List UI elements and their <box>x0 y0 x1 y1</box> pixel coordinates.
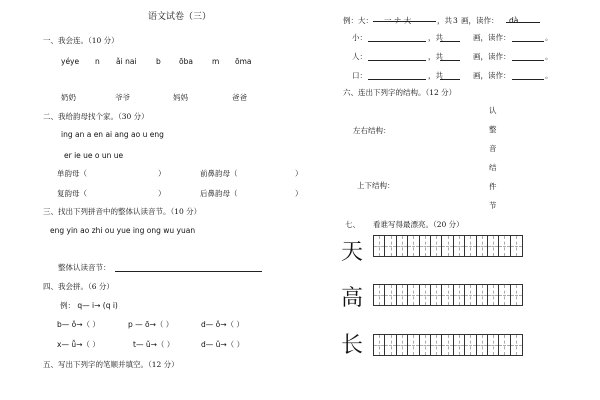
q2-line-2-label: 复韵母（ <box>57 189 87 198</box>
q1-pinyin-5: m <box>212 57 220 66</box>
q6-char-0: 认 <box>489 106 497 115</box>
q5-example-strokes: 一 ナ 大 <box>384 16 412 25</box>
q2-line-0-label: 单韵母（ <box>57 169 87 178</box>
q5-example-strike <box>373 21 436 22</box>
q2-line-0-close: ） <box>158 169 166 178</box>
q1-pinyin-6: ōma <box>235 57 252 66</box>
q6-char-1: 整 <box>489 125 497 134</box>
q5-row-1-count[interactable] <box>440 60 460 61</box>
q5-row-1-gong: ，共 <box>428 52 443 61</box>
q5-row-2-count[interactable] <box>440 79 460 80</box>
q4-heading: 四、我会拼。（6 分） <box>43 282 114 291</box>
q1-pinyin-3: b <box>156 57 161 66</box>
q5-heading: 五、写出下列字的笔顺并填空。（12 分） <box>43 360 179 369</box>
q2-line-2-close: ） <box>158 189 166 198</box>
q5-example-reading-line <box>506 22 540 23</box>
q4-item-2: d— ǒ→（ ） <box>201 320 244 329</box>
q5-row-2-hua: 画，读作： <box>473 71 511 80</box>
q4-item-3: x— ǚ→（ ） <box>57 340 100 349</box>
q7-char-2: 长 <box>341 333 364 358</box>
page-title: 语文试卷（三） <box>148 12 212 22</box>
q5-example-count: 3 <box>453 16 458 25</box>
q5-row-1-hua: 画，读作： <box>473 52 511 61</box>
q4-item-0: b— ǒ→（ ） <box>57 320 100 329</box>
q1-word-0: 奶奶 <box>61 93 76 102</box>
q7-writing-grid-0[interactable] <box>373 235 523 257</box>
q3-answer-line[interactable] <box>115 271 262 272</box>
q1-pinyin-4: ōba <box>179 57 193 66</box>
q2-heading: 二、我给韵母找个家。（30 分） <box>43 112 149 121</box>
q7-heading: 看谁写得最漂亮。（20 分） <box>373 220 464 229</box>
q5-example-prefix: 例：大： <box>343 16 373 25</box>
q5-example-gong: ，共 <box>437 16 452 25</box>
q1-word-1: 爷爷 <box>115 93 130 102</box>
q5-row-0-reading[interactable] <box>512 41 544 42</box>
q5-row-1-char: 人： <box>352 52 367 61</box>
q6-char-2: 音 <box>489 144 497 153</box>
q3-answer-label: 整体认读音节： <box>58 263 111 272</box>
q7-char-1: 高 <box>341 286 364 311</box>
q4-item-5: d— ǔ→（ ） <box>201 340 245 349</box>
q5-row-1-end: 。 <box>545 52 553 61</box>
q3-row: eng yin ao zhi ou yue ing ong wu yuan <box>50 226 196 235</box>
q1-heading: 一、我会连。（10 分） <box>43 36 119 45</box>
q1-word-3: 爸爸 <box>232 93 247 102</box>
q5-example-reading: dà <box>509 16 519 25</box>
q6-char-3: 结 <box>489 163 497 172</box>
q5-row-1-reading[interactable] <box>512 60 544 61</box>
q2-line-1-label: 前鼻韵母（ <box>200 169 238 178</box>
q1-word-2: 妈妈 <box>173 93 188 102</box>
q6-left-right: 左右结构： <box>353 126 391 135</box>
q2-row2: er ie ue o un ue <box>64 151 124 160</box>
q6-char-5: 节 <box>489 201 497 210</box>
q7-char-0: 天 <box>341 240 364 265</box>
q6-top-bottom: 上下结构： <box>357 181 395 190</box>
q5-row-0-char: 小： <box>352 33 367 42</box>
q5-row-1-strokes[interactable] <box>368 60 426 61</box>
q2-row1: ing an a en ai ang ao u eng <box>61 130 164 139</box>
q3-heading: 三、找出下列拼音中的整体认读音节。（10 分） <box>43 207 202 216</box>
q5-row-2-end: 。 <box>545 71 553 80</box>
q7-writing-grid-1[interactable] <box>373 284 523 306</box>
q5-row-2-strokes[interactable] <box>368 79 426 80</box>
q1-pinyin-2: ǎi nai <box>116 57 137 66</box>
q6-char-4: 件 <box>489 182 497 191</box>
q1-pinyin-1: n <box>95 57 100 66</box>
q5-row-2-reading[interactable] <box>512 79 544 80</box>
q5-row-2-gong: ，共 <box>428 71 443 80</box>
q5-example-hua: 画，读作： <box>461 16 499 25</box>
q5-row-0-strokes[interactable] <box>368 41 426 42</box>
q5-row-0-gong: ，共 <box>428 33 443 42</box>
q5-row-0-hua: 画，读作： <box>473 33 511 42</box>
q4-example: 例： q— i→ (q i) <box>60 301 118 310</box>
q2-line-3-close: ） <box>295 189 303 198</box>
q2-line-1-close: ） <box>295 169 303 178</box>
q4-item-4: t— ǔ→（ ） <box>133 340 175 349</box>
q7-writing-grid-2[interactable] <box>373 334 523 356</box>
q7-number: 七、 <box>345 220 360 229</box>
q5-row-0-end: 。 <box>545 33 553 42</box>
q5-row-2-char: 口： <box>352 71 367 80</box>
q2-line-3-label: 后鼻韵母（ <box>200 189 238 198</box>
q4-item-1: p — ō→（ ） <box>128 320 174 329</box>
q1-pinyin-0: yéye <box>61 57 80 66</box>
q5-row-0-count[interactable] <box>440 41 460 42</box>
q6-heading: 六、连出下列字的结构。（12 分） <box>343 88 457 97</box>
